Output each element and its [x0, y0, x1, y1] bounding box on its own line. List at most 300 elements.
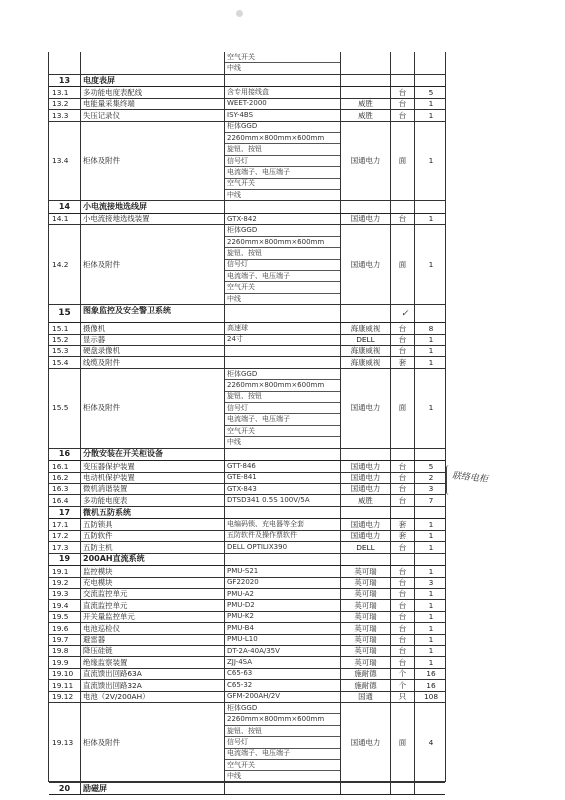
spec-cell — [225, 692, 341, 702]
table-row — [49, 623, 445, 634]
brand-cell — [341, 554, 391, 566]
table-row — [49, 680, 445, 691]
quantity-cell: 5 — [428, 87, 434, 97]
spec-line: 电编码锁、充电器等全套 — [227, 520, 304, 529]
item-name: 五防锁具 — [81, 519, 225, 529]
quantity-cell: 1 — [428, 214, 434, 224]
brand-cell: 海康威视 — [341, 346, 391, 356]
spec-cell — [225, 623, 341, 633]
spec-line: 电流端子、电压端子 — [225, 271, 340, 282]
item-name: 开关量监控单元 — [81, 612, 225, 622]
brand-cell: 英可瑞 — [341, 578, 391, 588]
spec-line: 旋钮、按钮 — [225, 392, 340, 403]
brand-cell — [341, 783, 391, 795]
spec-cell — [225, 669, 341, 679]
item-number: 19.13 — [49, 703, 81, 782]
spec-cell — [225, 99, 341, 109]
unit-cell: 个 — [391, 669, 415, 679]
item-name: 柜体及附件 — [81, 225, 225, 304]
quantity-cell: 1 — [428, 346, 434, 356]
quantity-cell: 5 — [428, 461, 434, 471]
table-row — [49, 323, 445, 334]
item-name: 电动机保护装置 — [81, 473, 225, 483]
spec-line: 2260mm×800mm×600mm — [225, 133, 340, 144]
quantity-cell: 3 — [428, 578, 434, 588]
table-row — [49, 646, 445, 657]
item-name: 小电流接地选线装置 — [81, 214, 225, 224]
spec-line: 中线 — [227, 294, 241, 303]
unit-cell: 面 — [391, 122, 415, 201]
spec-line: 信号灯 — [225, 156, 340, 167]
section-title: 200AH直流系统 — [81, 554, 225, 566]
spec-cell — [225, 646, 341, 656]
item-number: 13.4 — [49, 122, 81, 201]
spec-cell — [225, 589, 341, 599]
item-name: 五防软件 — [81, 531, 225, 541]
unit-cell: 只 — [391, 692, 415, 702]
equipment-table — [48, 52, 446, 793]
item-number: 15.3 — [49, 346, 81, 356]
unit-cell: 台 — [391, 214, 415, 224]
item-number: 15.4 — [49, 357, 81, 367]
item-number: 17 — [49, 507, 81, 519]
table-row — [49, 52, 445, 75]
brand-cell: 国通电力 — [341, 225, 391, 304]
spec-line: 柜体GGD — [225, 122, 340, 133]
quantity-cell — [415, 554, 447, 566]
item-number: 15.2 — [49, 335, 81, 345]
spec-cell — [225, 369, 341, 448]
table-row — [49, 369, 445, 449]
unit-cell: 台 — [391, 335, 415, 345]
spec-line: 电流端子、电压端子 — [225, 414, 340, 425]
unit-cell: 台 — [391, 646, 415, 656]
quantity-cell: 1 — [428, 99, 434, 109]
brand-cell: 英可瑞 — [341, 657, 391, 667]
spec-line: 信号灯 — [225, 737, 340, 748]
brand-cell — [341, 201, 391, 213]
brand-cell: 英可瑞 — [341, 589, 391, 599]
spec-cell — [225, 87, 341, 97]
spec-line: PMU-S21 — [227, 566, 259, 575]
unit-cell: 面 — [391, 225, 415, 304]
unit-cell: 台 — [391, 495, 415, 505]
item-name: 监控模块 — [81, 566, 225, 576]
item-number: 16.2 — [49, 473, 81, 483]
spec-line: GTX-843 — [227, 484, 257, 493]
spec-cell — [225, 600, 341, 610]
quantity-cell: 1 — [428, 600, 434, 610]
spec-cell — [225, 507, 341, 519]
unit-cell: 台 — [391, 99, 415, 109]
quantity-cell: 1 — [428, 531, 434, 541]
brand-cell: 英可瑞 — [341, 623, 391, 633]
spec-line: DELL OPTILIX390 — [227, 542, 288, 551]
unit-cell — [391, 554, 415, 566]
section-row — [49, 507, 445, 520]
quantity-cell — [415, 75, 447, 87]
section-title: 分散安装在开关柜设备 — [81, 449, 225, 461]
item-name: 多功能电度表配线 — [81, 87, 225, 97]
table-row — [49, 612, 445, 623]
quantity-cell — [415, 449, 447, 461]
spec-line: 空气开关 — [225, 282, 340, 293]
item-number: 19.11 — [49, 680, 81, 690]
quantity-cell: 108 — [423, 692, 439, 702]
item-name: 硬盘录像机 — [81, 346, 225, 356]
spec-line: 电流端子、电压端子 — [225, 749, 340, 760]
unit-cell: 台 — [391, 612, 415, 622]
unit-cell: 台 — [391, 589, 415, 599]
spec-cell — [225, 52, 341, 74]
spec-line: 中线 — [227, 190, 241, 199]
item-name — [81, 52, 225, 74]
table-row — [49, 473, 445, 484]
check-mark: ✓ — [401, 309, 409, 319]
unit-cell: 台 — [391, 110, 415, 120]
brand-cell: 国通电力 — [341, 531, 391, 541]
spec-line: PMU-B4 — [227, 623, 254, 632]
quantity-cell — [415, 52, 447, 74]
spec-cell — [225, 461, 341, 471]
brand-cell: 施耐德 — [341, 680, 391, 690]
table-row — [49, 87, 445, 98]
item-number: 13.1 — [49, 87, 81, 97]
brand-cell: 国通电力 — [341, 473, 391, 483]
section-title: 小电流接地选线屏 — [81, 201, 225, 213]
item-number: 15.1 — [49, 323, 81, 333]
section-title: 图象监控及安全警卫系统 — [81, 305, 225, 322]
quantity-cell: 1 — [428, 519, 434, 529]
table-row — [49, 357, 445, 368]
handwritten-note: 联络电柜 — [451, 471, 489, 485]
unit-cell: 台 — [391, 346, 415, 356]
brand-cell: 威胜 — [341, 110, 391, 120]
quantity-cell: 1 — [428, 156, 434, 166]
brand-cell: DELL — [341, 542, 391, 552]
spec-line: PMU-D2 — [227, 601, 255, 610]
brand-cell: 国通电力 — [341, 484, 391, 494]
spec-line: 中线 — [227, 64, 241, 73]
item-number: 19 — [49, 554, 81, 566]
unit-cell: 台 — [391, 566, 415, 576]
item-name: 直流馈出回路63A — [81, 669, 225, 679]
section-row — [49, 449, 445, 462]
spec-line: GTT-846 — [227, 461, 256, 470]
table-row — [49, 346, 445, 357]
spec-cell — [225, 323, 341, 333]
quantity-cell — [415, 305, 447, 322]
item-number: 19.1 — [49, 566, 81, 576]
unit-cell: 台 — [391, 657, 415, 667]
spec-cell — [225, 531, 341, 541]
spec-line — [225, 346, 340, 356]
spec-line: 信号灯 — [225, 403, 340, 414]
spec-cell — [225, 75, 341, 87]
brand-cell: 国通电力 — [341, 461, 391, 471]
brand-cell — [341, 87, 391, 97]
spec-line: 信号灯 — [225, 260, 340, 271]
brand-cell: 国通电力 — [341, 519, 391, 529]
spec-line: 柜体GGD — [225, 369, 340, 380]
brand-cell: 英可瑞 — [341, 566, 391, 576]
item-number: 17.1 — [49, 519, 81, 529]
item-name: 五防主机 — [81, 542, 225, 552]
quantity-cell: 8 — [428, 323, 434, 333]
spec-cell — [225, 201, 341, 213]
table-row — [49, 484, 445, 495]
spec-cell — [225, 484, 341, 494]
spec-line: PMU-L10 — [227, 635, 258, 644]
brand-cell: 国通电力 — [341, 122, 391, 201]
item-number: 15.5 — [49, 369, 81, 448]
item-name: 充电模块 — [81, 578, 225, 588]
section-row — [49, 554, 445, 567]
unit-cell: 面 — [391, 369, 415, 448]
spec-line: PMU-A2 — [227, 589, 254, 598]
brand-cell — [341, 507, 391, 519]
spec-cell — [225, 473, 341, 483]
spec-cell — [225, 783, 341, 795]
brand-cell — [341, 449, 391, 461]
quantity-cell — [415, 783, 447, 795]
spec-line: 含专用接线盒 — [227, 88, 269, 97]
quantity-cell: 7 — [428, 495, 434, 505]
item-name: 柜体及附件 — [81, 369, 225, 448]
quantity-cell: 16 — [426, 680, 436, 690]
quantity-cell: 2 — [428, 473, 434, 483]
unit-cell: 台 — [391, 87, 415, 97]
unit-cell — [391, 507, 415, 519]
item-number: 19.3 — [49, 589, 81, 599]
item-number: 15 — [49, 305, 81, 322]
unit-cell: 套 — [391, 531, 415, 541]
table-row — [49, 657, 445, 668]
unit-cell: 台 — [391, 484, 415, 494]
item-name: 柜体及附件 — [81, 703, 225, 782]
table-row — [49, 531, 445, 542]
item-number: 16.3 — [49, 484, 81, 494]
spec-cell — [225, 346, 341, 356]
unit-cell: 台 — [391, 473, 415, 483]
unit-cell: 面 — [391, 703, 415, 782]
spec-cell — [225, 305, 341, 322]
table-row — [49, 335, 445, 346]
table-row — [49, 122, 445, 202]
unit-cell — [391, 52, 415, 74]
spec-cell — [225, 225, 341, 304]
table-row — [49, 461, 445, 472]
item-number: 17.2 — [49, 531, 81, 541]
spec-cell — [225, 357, 341, 367]
spec-cell — [225, 519, 341, 529]
section-title: 电度表屏 — [81, 75, 225, 87]
item-name: 绝缘监察装置 — [81, 657, 225, 667]
table-row — [49, 214, 445, 225]
table-row — [49, 578, 445, 589]
spec-line: 旋钮、按钮 — [225, 248, 340, 259]
brand-cell: 威胜 — [341, 495, 391, 505]
table-row — [49, 669, 445, 680]
spec-line: DT-2A-40A/35V — [227, 646, 280, 655]
item-name: 线缆及附件 — [81, 357, 225, 367]
item-name: 降压硅链 — [81, 646, 225, 656]
item-number: 19.6 — [49, 623, 81, 633]
quantity-cell: 1 — [428, 646, 434, 656]
unit-cell: 台 — [391, 461, 415, 471]
spec-line: 柜体GGD — [225, 225, 340, 236]
spec-line: 柜体GGD — [225, 703, 340, 714]
table-row — [49, 635, 445, 646]
item-number: 14 — [49, 201, 81, 213]
unit-cell: 台 — [391, 600, 415, 610]
spec-cell — [225, 635, 341, 645]
spec-line: 空气开关 — [225, 179, 340, 190]
brand-cell — [341, 305, 391, 322]
spec-line: 2260mm×800mm×600mm — [225, 380, 340, 391]
spec-line: DTSD341 0.5S 100V/5A — [227, 496, 310, 505]
spec-cell — [225, 680, 341, 690]
unit-cell — [391, 75, 415, 87]
table-row — [49, 566, 445, 577]
spec-line: 24寸 — [227, 335, 243, 344]
spec-line: 2260mm×800mm×600mm — [225, 714, 340, 725]
section-title: 微机五防系统 — [81, 507, 225, 519]
section-row — [49, 783, 445, 796]
brand-cell — [341, 52, 391, 74]
brand-cell: 英可瑞 — [341, 646, 391, 656]
quantity-cell — [415, 507, 447, 519]
brand-cell: 英可瑞 — [341, 600, 391, 610]
quantity-cell: 1 — [428, 612, 434, 622]
item-name: 微机消谐装置 — [81, 484, 225, 494]
spec-line: 中线 — [227, 772, 241, 781]
item-name: 显示器 — [81, 335, 225, 345]
spec-line: 高速球 — [227, 323, 248, 332]
spec-line: 五防软件及操作票软件 — [227, 531, 297, 540]
quantity-cell: 1 — [428, 357, 434, 367]
brand-cell — [341, 75, 391, 87]
spec-line: 2260mm×800mm×600mm — [225, 237, 340, 248]
spec-cell — [225, 122, 341, 201]
item-number: 19.10 — [49, 669, 81, 679]
spec-cell — [225, 449, 341, 461]
spec-line: WEET-2000 — [227, 99, 267, 108]
item-number: 19.2 — [49, 578, 81, 588]
table-row — [49, 110, 445, 121]
section-row — [49, 75, 445, 88]
spec-cell — [225, 578, 341, 588]
quantity-cell: 1 — [428, 635, 434, 645]
section-row — [49, 305, 445, 323]
item-number: 13.3 — [49, 110, 81, 120]
quantity-cell: 1 — [428, 623, 434, 633]
item-number: 19.9 — [49, 657, 81, 667]
spec-line: ISY-4BS — [227, 110, 254, 119]
brand-cell: 国通 — [341, 692, 391, 702]
item-number: 16 — [49, 449, 81, 461]
item-number: 13 — [49, 75, 81, 87]
spec-cell — [225, 657, 341, 667]
spec-line — [225, 357, 340, 367]
unit-cell: 套 — [391, 519, 415, 529]
table-row — [49, 225, 445, 305]
spec-line: GTX-842 — [227, 214, 257, 223]
brand-cell: 海康威视 — [341, 357, 391, 367]
brand-cell: 英可瑞 — [341, 612, 391, 622]
table-row — [49, 542, 445, 553]
item-name: 摄像机 — [81, 323, 225, 333]
spec-line: 旋钮、按钮 — [225, 144, 340, 155]
quantity-cell: 1 — [428, 403, 434, 413]
quantity-cell: 4 — [428, 737, 434, 747]
item-name: 失压记录仪 — [81, 110, 225, 120]
item-name: 交流监控单元 — [81, 589, 225, 599]
item-name: 变压器保护装置 — [81, 461, 225, 471]
unit-cell: 台 — [391, 542, 415, 552]
spec-line: 空气开关 — [225, 52, 340, 63]
unit-cell — [391, 783, 415, 795]
unit-cell — [391, 449, 415, 461]
spec-cell — [225, 542, 341, 552]
table-row — [49, 519, 445, 530]
item-number: 16.1 — [49, 461, 81, 471]
table-row — [49, 692, 445, 703]
unit-cell: 台 — [391, 635, 415, 645]
brand-cell: 英可瑞 — [341, 635, 391, 645]
item-number: 20 — [49, 783, 81, 795]
spec-cell — [225, 554, 341, 566]
brand-cell: 施耐德 — [341, 669, 391, 679]
spec-cell — [225, 495, 341, 505]
spec-cell — [225, 110, 341, 120]
spec-cell — [225, 566, 341, 576]
spec-cell — [225, 335, 341, 345]
table-row — [49, 99, 445, 110]
table-row — [49, 703, 445, 783]
spec-line: C65-32 — [227, 680, 253, 689]
item-name: 电池（2V/200AH） — [81, 692, 225, 702]
quantity-cell: 1 — [428, 542, 434, 552]
brand-cell: DELL — [341, 335, 391, 345]
item-number: 19.4 — [49, 600, 81, 610]
spec-cell — [225, 214, 341, 224]
item-number: 14.1 — [49, 214, 81, 224]
item-number: 19.5 — [49, 612, 81, 622]
item-number: 19.8 — [49, 646, 81, 656]
item-name: 直流监控单元 — [81, 600, 225, 610]
spec-line: 电流端子、电压端子 — [225, 167, 340, 178]
spec-cell — [225, 703, 341, 782]
table-row — [49, 589, 445, 600]
scan-dot — [236, 10, 243, 17]
quantity-cell: 1 — [428, 657, 434, 667]
unit-cell — [391, 201, 415, 213]
item-number: 19.7 — [49, 635, 81, 645]
spec-line: PMU-K2 — [227, 612, 254, 621]
quantity-cell: 1 — [428, 335, 434, 345]
unit-cell: 套 — [391, 357, 415, 367]
unit-cell: 台 — [391, 578, 415, 588]
quantity-cell: 1 — [428, 566, 434, 576]
spec-line: 空气开关 — [225, 426, 340, 437]
item-number: 19.12 — [49, 692, 81, 702]
brand-cell: 国通电力 — [341, 369, 391, 448]
table-row — [49, 600, 445, 611]
quantity-cell: 16 — [426, 669, 436, 679]
item-name: 电池巡检仪 — [81, 623, 225, 633]
spec-line: C65-63 — [227, 669, 253, 678]
